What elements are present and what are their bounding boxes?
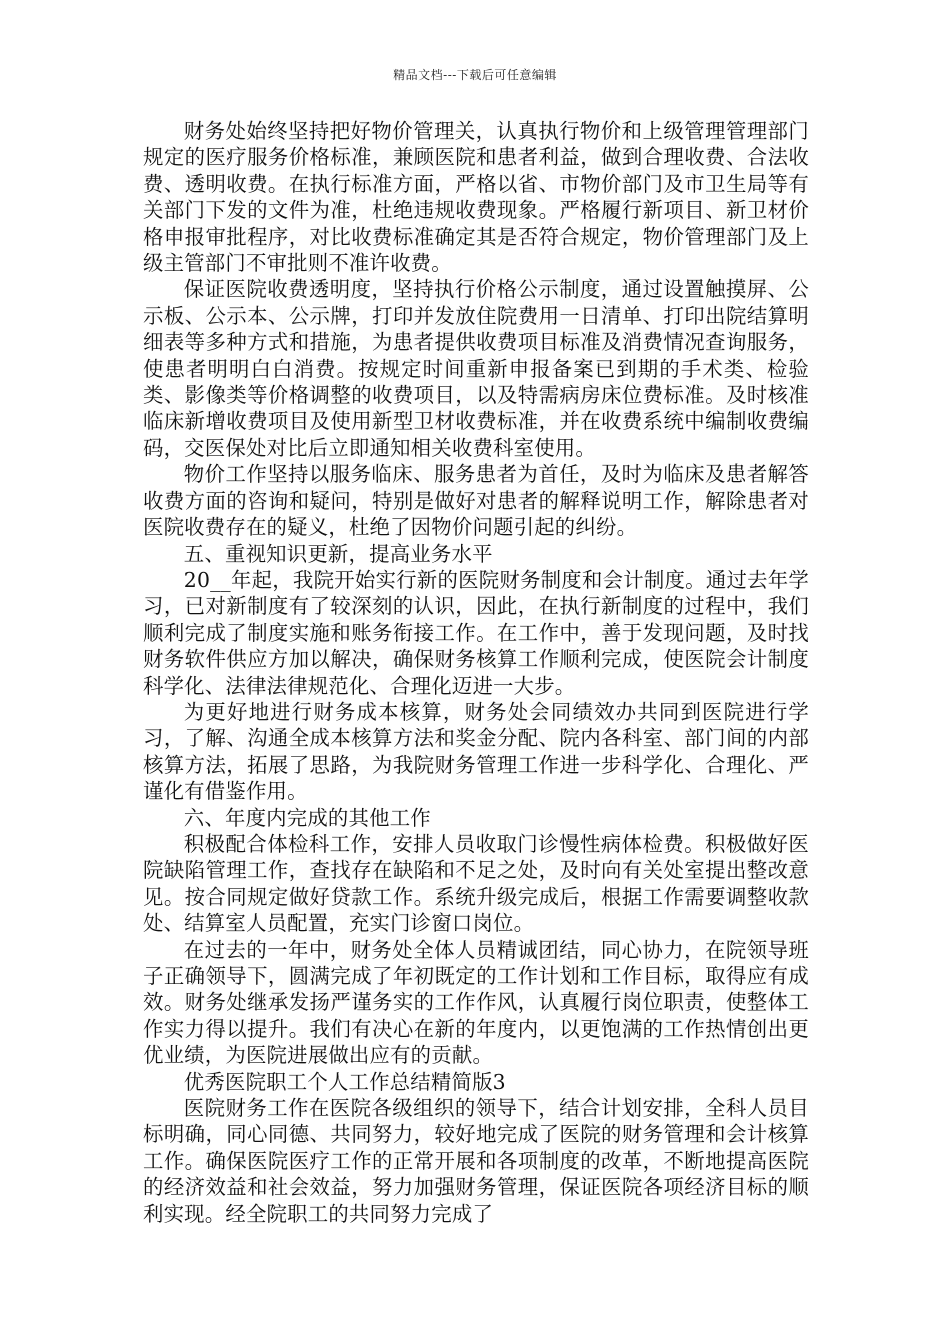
section-heading-other-work: 六、年度内完成的其他工作 bbox=[183, 805, 431, 830]
paragraph-new-accounting-system: 20__年起，我院开始实行新的医院财务制度和会计制度。通过去年学习，已对新制度有了较深刻的认识，因此，在执行新制度的过程中，我们顺利完成了制度实施和账务衔接工作。在工作中，善于发现问题，及时找财务软件供应方加以解决，确保财务核算工作顺利完成，使医院会计制度科学化、法律法律规范化、合理化迈进一大步。 bbox=[143, 567, 809, 698]
section-heading-knowledge-update: 五、重视知识更新，提高业务水平 bbox=[183, 541, 493, 566]
paragraph-year-summary: 在过去的一年中，财务处全体人员精诚团结，同心协力，在院领导班子正确领导下，圆满完成了年初既定的工作计划和工作目标，取得应有成效。财务处继承发扬严谨务实的工作作风，认真履行岗位职责，使整体工作实力得以提升。我们有决心在新的年度内，以更饱满的工作热情创出更优业绩，为医院进展做出应有的贡献。 bbox=[143, 937, 809, 1068]
document-body bbox=[143, 118, 809, 1227]
page-header: 精品文档---下载后可任意编辑 bbox=[393, 68, 557, 82]
paragraph-price-service: 物价工作坚持以服务临床、服务患者为首任，及时为临床及患者解答收费方面的咨询和疑问，特别是做好对患者的解释说明工作，解除患者对医院收费存在的疑义，杜绝了因物价问题引起的纠纷。 bbox=[143, 462, 809, 540]
paragraph-finance-overview: 医院财务工作在医院各级组织的领导下，结合计划安排，全科人员目标明确，同心同德、共同努力，较好地完成了医院的财务管理和会计核算工作。确保医院医疗工作的正常开展和各项制度的改革，不断地提高医院的经济效益和社会效益，努力加强财务管理，保证医院各项经济目标的顺利实现。经全院职工的共同努力完成了 bbox=[143, 1096, 809, 1226]
paragraph-other-work: 积极配合体检科工作，安排人员收取门诊慢性病体检费。积极做好医院缺陷管理工作，查找存在缺陷和不足之处，及时向有关处室提出整改意见。按合同规定做好贷款工作。系统升级完成后，根据工作需要调整收款处、结算室人员配置，充实门诊窗口岗位。 bbox=[143, 831, 809, 936]
paragraph-price-management: 财务处始终坚持把好物价管理关，认真执行物价和上级管理管理部门规定的医疗服务价格标准，兼顾医院和患者利益，做到合理收费、合法收费、透明收费。在执行标准方面，严格以省、市物价部门及市卫生局等有关部门下发的文件为准，杜绝违规收费现象。严格履行新项目、新卫材价格申报审批程序，对比收费标准确定其是否符合规定，物价管理部门及上级主管部门不审批则不准许收费。 bbox=[143, 119, 809, 276]
paragraph-fee-transparency: 保证医院收费透明度，坚持执行价格公示制度，通过设置触摸屏、公示板、公示本、公示牌，打印并发放住院费用一日清单、打印出院结算明细表等多种方式和措施，为患者提供收费项目标准及消费情况查询服务，使患者明明白白消费。按规定时间重新申报备案已到期的手术类、检验类、影像类等价格调整的收费项目，以及特需病房床位费标准。及时核准临床新增收费项目及使用新型卫材收费标准，并在收费系统中编制收费编码，交医保处对比后立即通知相关收费科室使用。 bbox=[143, 277, 809, 460]
paragraph-cost-accounting: 为更好地进行财务成本核算，财务处会同绩效办共同到医院进行学习，了解、沟通全成本核算方法和奖金分配、院内各科室、部门间的内部核算方法，拓展了思路，为我院财务管理工作进一步科学化、合理化、严谨化有借鉴作用。 bbox=[143, 699, 809, 804]
section-heading-version-3: 优秀医院职工个人工作总结精简版3 bbox=[183, 1069, 506, 1094]
